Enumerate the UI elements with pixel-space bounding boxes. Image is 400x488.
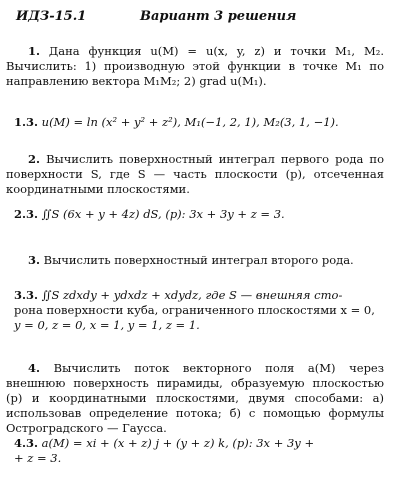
problem-1	[6, 44, 384, 89]
problem-4-text: Вычислить поток векторного поля a(M) через внешнюю поверхность пирамиды, образуемую плоскостью (p) и координатными плоскостями, двумя способами: а) использовав определение потока; б) с помощью формулы Остроградского — Гаусса.	[6, 361, 385, 435]
task-2-3-formula: ∬S (6x + y + 4z) dS, (p): 3x + 3y + z = 3.	[41, 207, 285, 221]
task-2-3-number: 2.3.	[14, 207, 39, 221]
task-1-3	[6, 115, 384, 130]
task-3-3-formula-line3: y = 0, z = 0, x = 1, y = 1, z = 1.	[14, 318, 200, 332]
assignment-code: ИДЗ-15.1	[16, 8, 87, 24]
problem-3-number: 3.	[28, 253, 41, 267]
task-3-3-number: 3.3.	[14, 288, 39, 302]
problem-2	[6, 152, 384, 197]
task-4-3-number: 4.3.	[14, 436, 39, 450]
task-2-3	[6, 207, 384, 222]
problem-1-number: 1.	[28, 44, 41, 58]
problem-4	[6, 361, 384, 436]
variant-title: Вариант 3 решения	[140, 8, 297, 24]
problem-4-number: 4.	[28, 361, 41, 375]
task-4-3-formula-line1: a(M) = xi + (x + z) j + (y + z) k, (p): 3x + 3y +	[41, 436, 315, 450]
task-4-3	[6, 436, 384, 466]
problem-2-text: Вычислить поверхностный интеграл первого рода по поверхности S, где S — часть плоскости (p), отсеченная координатными плоскостями.	[6, 152, 384, 196]
problem-1-text: Дана функция u(M) = u(x, y, z) и точки M₁, M₂. Вычислить: 1) производную этой функции в точке M₁ по направлению вектора M₁M₂; 2) grad u(M₁).	[6, 44, 385, 88]
problem-3-text: Вычислить поверхностный интеграл второго рода.	[43, 253, 354, 267]
task-1-3-number: 1.3.	[14, 115, 39, 129]
page-header	[6, 6, 382, 26]
task-3-3-formula-line1: ∬S zdxdy + ydxdz + xdydz, где S — внешняя сто-	[41, 288, 343, 302]
problem-2-number: 2.	[28, 152, 41, 166]
task-3-3-formula-line2: рона поверхности куба, ограниченного плоскостями x = 0,	[14, 303, 375, 317]
task-3-3	[6, 288, 384, 333]
task-4-3-formula-line2: + z = 3.	[14, 451, 62, 465]
task-1-3-formula: u(M) = ln (x² + y² + z²), M₁(−1, 2, 1), M₂(3, 1, −1).	[41, 115, 339, 129]
problem-3	[6, 253, 384, 268]
